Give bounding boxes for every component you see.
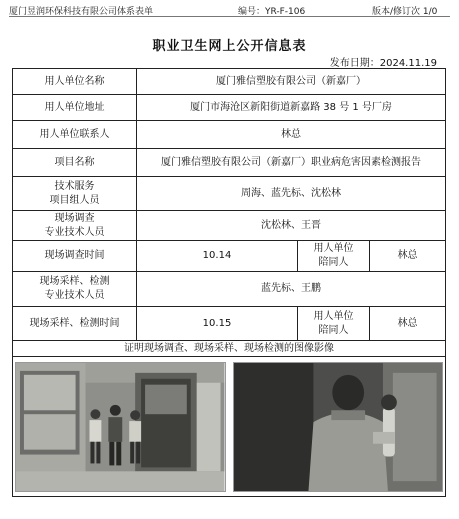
sampling-escort-label-line1: 用人单位 [313,310,354,322]
employer-name-value: 厦门雅信塑胶有限公司（新嘉厂） [137,69,446,95]
survey-escort-label [298,241,370,272]
survey-staff-label [13,211,137,241]
sampling-escort-label-line2: 陪同人 [318,324,349,336]
sampling-time-label: 现场采样、检测时间 [13,307,137,341]
publish-date: 发布日期：2024.11.19 [329,58,437,69]
row-employer-contact [13,121,446,149]
row-project-name [13,149,446,177]
row-photo-caption [13,341,446,357]
sampling-staff-value: 蓝先标、王鹏 [137,272,446,307]
employer-address-value: 厦门市海沧区新阳街道新嘉路 38 号 1 号厂房 [137,95,446,121]
survey-time-value: 10.14 [137,241,298,272]
sampling-photo [233,362,444,492]
header-rule [9,16,450,17]
row-employer-address [13,95,446,121]
info-table [12,68,446,497]
header-code: 编号：YR-F-106 [238,7,306,17]
document-title: 职业卫生网上公开信息表 [152,39,307,54]
survey-escort-value: 林总 [370,241,446,272]
survey-staff-label-line2: 专业技术人员 [44,226,105,238]
row-tech-team [13,177,446,211]
tech-team-label-line1: 技术服务 [54,180,95,192]
header-company: 厦门昱润环保科技有限公司体系表单 [9,7,154,17]
tech-team-label [13,177,137,211]
row-photos [13,357,446,497]
row-survey-staff [13,211,446,241]
tech-team-label-line2: 项目组人员 [49,194,100,206]
sampling-escort-value: 林总 [370,307,446,341]
project-name-label: 项目名称 [13,149,137,177]
sampling-photo-image [234,363,443,491]
photo-caption: 证明现场调查、现场采样、现场检测的图像影像 [13,341,446,357]
survey-staff-label-line1: 现场调查 [54,212,95,224]
tech-team-value: 周海、蓝先标、沈松林 [137,177,446,211]
sampling-escort-label [298,307,370,341]
photos-container [15,362,443,492]
employer-contact-label: 用人单位联系人 [13,121,137,149]
survey-escort-label-line2: 陪同人 [318,257,349,268]
survey-time-label: 现场调查时间 [13,241,137,272]
sampling-time-value: 10.15 [137,307,298,341]
sampling-staff-label [13,272,137,307]
sampling-staff-label-line1: 现场采样、检测 [39,276,110,287]
employer-name-label: 用人单位名称 [13,69,137,95]
project-name-value: 厦门雅信塑胶有限公司（新嘉厂）职业病危害因素检测报告 [137,149,446,177]
survey-team-photo [15,362,226,492]
row-sampling-time [13,307,446,341]
row-survey-time [13,241,446,272]
survey-staff-value: 沈松林、王晋 [137,211,446,241]
photos-cell [13,357,446,497]
employer-address-label: 用人单位地址 [13,95,137,121]
header-version: 版本/修订次 1/0 [372,7,438,17]
row-employer-name [13,69,446,95]
survey-escort-label-line1: 用人单位 [313,243,354,254]
row-sampling-staff [13,272,446,307]
survey-team-photo-image [16,363,225,491]
document-header [0,0,459,18]
employer-contact-value: 林总 [137,121,446,149]
sampling-staff-label-line2: 专业技术人员 [44,290,105,301]
